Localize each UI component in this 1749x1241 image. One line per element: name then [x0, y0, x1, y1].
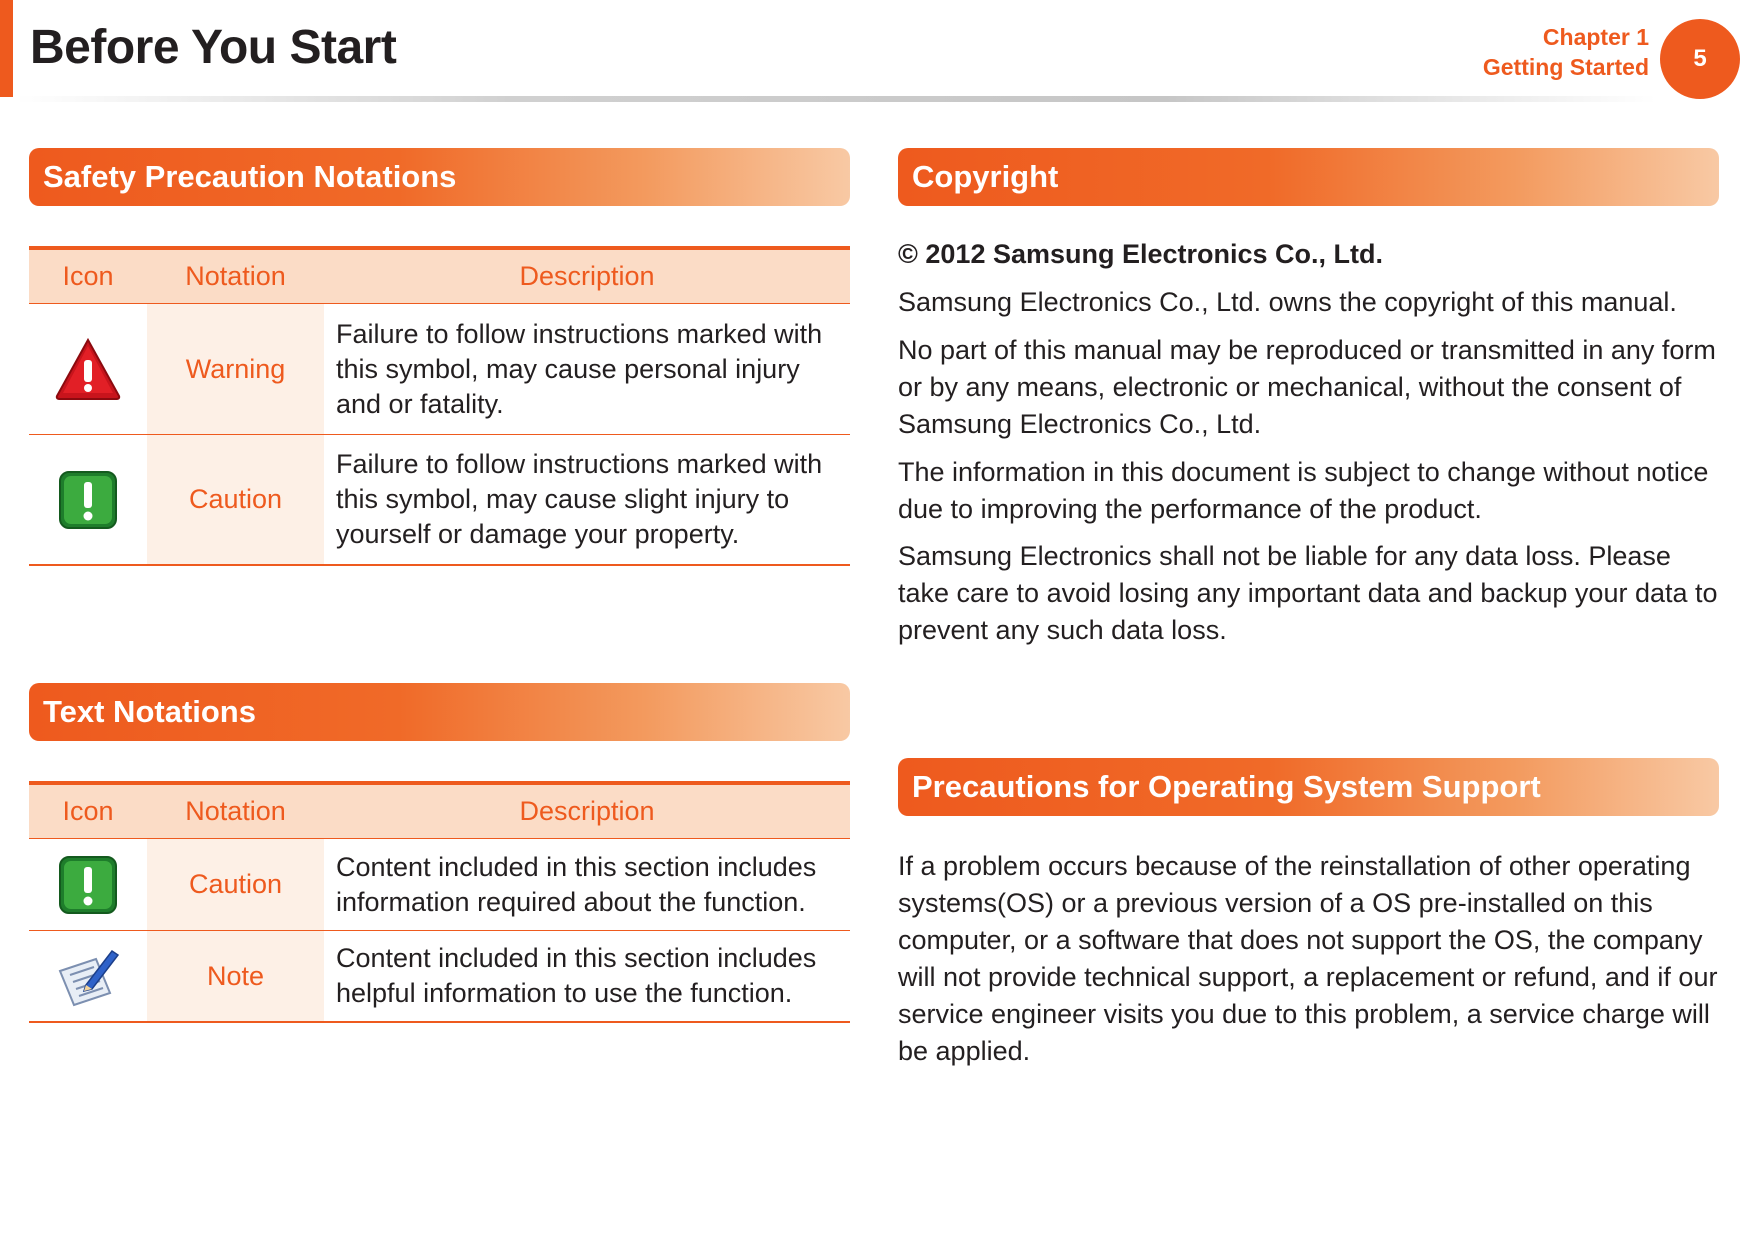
safety-notation-table	[29, 246, 850, 566]
safety-section-banner: Safety Precaution Notations	[29, 148, 850, 206]
chapter-name: Getting Started	[1482, 54, 1649, 80]
column-header-icon: Icon	[62, 261, 114, 291]
copyright-paragraph: Samsung Electronics Co., Ltd. owns the copyright of this manual.	[898, 287, 1677, 317]
description-warning: Failure to follow instructions marked with this symbol, may cause personal injury and or fatality.	[336, 318, 823, 419]
table-header-row	[29, 250, 850, 304]
header-divider	[16, 96, 1656, 102]
column-header-description: Description	[519, 796, 655, 826]
copyright-paragraph: The information in this document is subject to change without notice due to improving the performance of the product.	[898, 457, 1709, 524]
table-header-row	[29, 785, 850, 839]
column-header-icon: Icon	[62, 796, 114, 826]
chapter-number: Chapter 1	[1542, 24, 1649, 50]
notation-caution: Caution	[147, 839, 324, 930]
caution-exclamation-icon	[29, 839, 147, 930]
caution-exclamation-icon	[29, 435, 147, 564]
table-row	[29, 931, 850, 1023]
header-accent-bar	[0, 0, 13, 97]
description-caution: Failure to follow instructions marked with this symbol, may cause slight injury to yourself or damage your property.	[336, 449, 823, 549]
column-header-notation: Notation	[185, 796, 286, 826]
note-pencil-icon	[29, 931, 147, 1021]
warning-triangle-icon	[29, 304, 147, 434]
os-support-paragraph: If a problem occurs because of the reinstallation of other operating systems(OS) or a previous version of a OS pre-installed on this computer, or a software that does not support the OS, the company will not provide technical support, a replacement or refund, and if our service engineer visits you due to this problem, a service charge will be applied.	[898, 851, 1718, 1066]
copyright-owner-line: © 2012 Samsung Electronics Co., Ltd.	[898, 239, 1384, 269]
text-notations-banner: Text Notations	[29, 683, 850, 741]
chapter-label	[1483, 22, 1649, 82]
column-header-notation: Notation	[185, 261, 286, 291]
copyright-paragraph: No part of this manual may be reproduced or transmitted in any form or by any means, electronic or mechanical, without the consent of Samsung Electronics Co., Ltd.	[898, 335, 1716, 439]
page-title: Before You Start	[30, 21, 397, 74]
column-header-description: Description	[519, 261, 655, 291]
page-number-badge: 5	[1660, 19, 1740, 99]
table-row	[29, 839, 850, 931]
text-notation-table	[29, 781, 850, 1023]
table-row	[29, 435, 850, 566]
copyright-paragraph: Samsung Electronics shall not be liable for any data loss. Please take care to avoid losing any important data and backup your data to prevent any such data loss.	[898, 541, 1718, 645]
notation-note: Note	[147, 931, 324, 1021]
table-row	[29, 304, 850, 435]
description-note: Content included in this section includes helpful information to use the function.	[336, 943, 817, 1008]
notation-warning: Warning	[147, 304, 324, 434]
os-support-banner: Precautions for Operating System Support	[898, 758, 1719, 816]
copyright-banner: Copyright	[898, 148, 1719, 206]
description-caution: Content included in this section includes information required about the function.	[336, 851, 817, 917]
notation-caution: Caution	[147, 435, 324, 564]
